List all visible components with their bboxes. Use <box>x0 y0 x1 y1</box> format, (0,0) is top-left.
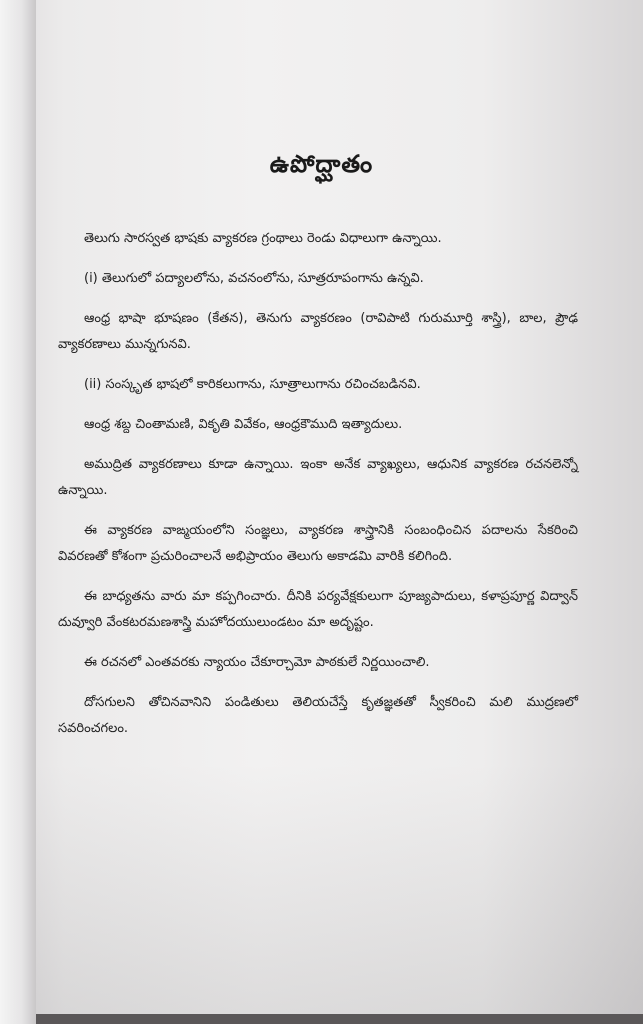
paragraph-6: అముద్రిత వ్యాకరణాలు కూడా ఉన్నాయి. ఇంకా అనేక వ్యాఖ్యలు, ఆధునిక వ్యాకరణ రచనలెన్నో ఉన్నాయి. <box>58 457 578 498</box>
paragraph-7: ఈ వ్యాకరణ వాఙ్మయంలోని సంజ్ఞలు, వ్యాకరణ శాస్త్రానికి సంబంధించిన పదాలను సేకరించి వివరణతో కోశంగా ప్రచురించాలనే అభిప్రాయం తెలుగు అకాడమి వారికి కలిగింది. <box>58 523 578 564</box>
paragraph-3: ఆంధ్ర భాషా భూషణం (కేతన), తెనుగు వ్యాకరణం (రావిపాటి గురుమూర్తి శాస్త్రి), బాల, ప్రౌఢ వ్యాకరణాలు మున్నగునవి. <box>58 311 578 352</box>
page-bottom-edge <box>36 1014 643 1024</box>
paragraph-4: (ii) సంస్కృత భాషలో కారికలుగాను, సూత్రాలుగాను రచించబడినవి. <box>84 377 421 392</box>
paragraph-10: దోసగులని తోచినవానిని పండితులు తెలియచేస్తే కృతజ్ఞతతో స్వీకరించి మలి ముద్రణలో సవరించగలం. <box>58 695 578 736</box>
page-body <box>58 226 578 756</box>
page-title: ఉపోద్ఘాతం <box>269 150 374 178</box>
page-shadow <box>36 764 643 1024</box>
paragraph-5: ఆంధ్ర శబ్ద చింతామణి, వికృతి వివేకం, ఆంధ్రకౌముది ఇత్యాదులు. <box>84 417 403 432</box>
paragraph-8: ఈ బాధ్యతను వారు మా కప్పగించారు. దీనికి పర్యవేక్షకులుగా పూజ్యపాదులు, కళాప్రపూర్ణ విద్వాన్ దువ్వూరి వేంకటరమణశాస్త్రి మహోదయులుండటం మా అదృష్టం. <box>58 589 578 630</box>
paragraph-9: ఈ రచనలో ఎంతవరకు న్యాయం చేకూర్చామో పాఠకులే నిర్ణయించాలి. <box>84 655 430 670</box>
paragraph-1: తెలుగు సారస్వత భాషకు వ్యాకరణ గ్రంథాలు రెండు విధాలుగా ఉన్నాయి. <box>84 231 442 246</box>
paragraph-2: (i) తెలుగులో పద్యాలలోను, వచనంలోను, సూత్రరూపంగాను ఉన్నవి. <box>84 271 424 286</box>
